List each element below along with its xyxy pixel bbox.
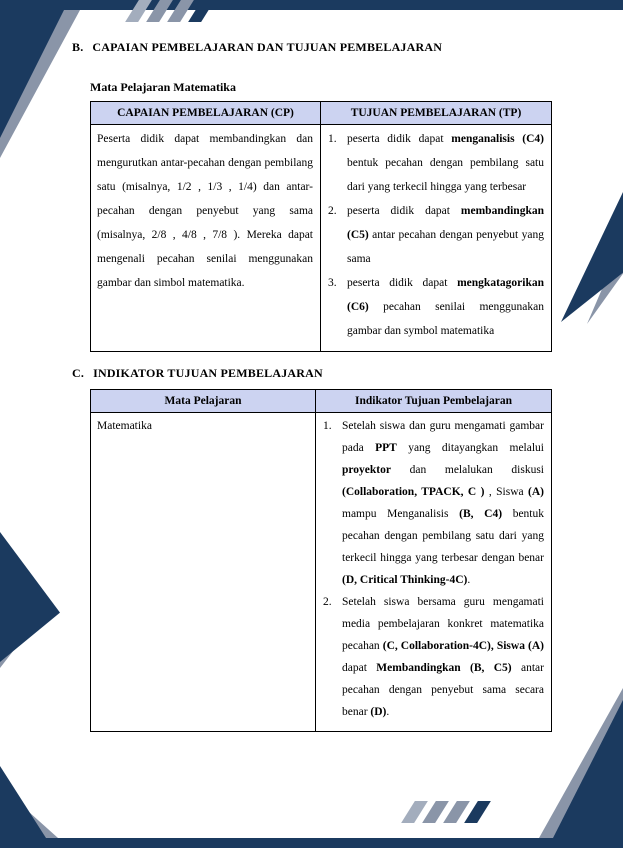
text-segment: mampu Menganalisis <box>342 508 460 520</box>
text-segment: pecahan senilai menggunakan gambar dan symbol matematika <box>347 301 544 337</box>
right-edge-triangle-decoration <box>561 192 623 322</box>
text-segment: membandingkan (C5) <box>347 205 544 241</box>
text-segment: (D) <box>370 706 387 718</box>
text-segment: (Collaboration, TPACK, C ) <box>342 486 485 498</box>
section-b-title: CAPAIAN PEMBELAJARAN DAN TUJUAN PEMBELAJARAN <box>92 40 443 54</box>
cp-cell <box>91 125 321 352</box>
cp-column-header: CAPAIAN PEMBELAJARAN (CP) <box>91 102 321 125</box>
top-stripes-decoration <box>132 0 208 22</box>
text-segment: Membandingkan (B, C5) <box>376 662 512 674</box>
indicator-header-row <box>91 390 552 413</box>
text-segment: antar pecahan dengan penyebut yang sama <box>347 229 544 265</box>
cp-tp-table <box>90 101 552 352</box>
tp-cell <box>321 125 552 352</box>
bottom-stripes-decoration <box>408 801 484 823</box>
text-segment: proyektor <box>342 464 391 476</box>
indicator-list-item <box>322 591 544 723</box>
left-edge-triangle-decoration <box>0 532 60 662</box>
page-content <box>72 40 554 732</box>
tp-list-item <box>327 199 544 271</box>
stripe-decoration <box>464 801 491 823</box>
text-segment: antar pecahan dengan penyebut sama secara benar <box>342 662 544 718</box>
text-segment: mengkatagorikan (C6) <box>347 277 544 313</box>
indicator-cell <box>316 413 552 732</box>
text-segment: Setelah siswa dan guru mengamati gambar pada <box>342 420 544 454</box>
text-segment: menganalisis (C4) <box>451 133 544 145</box>
text-segment: . <box>386 706 390 718</box>
text-segment: . <box>467 574 471 586</box>
text-segment: PPT <box>375 442 397 454</box>
cp-tp-header-row <box>91 102 552 125</box>
text-segment: (B, C4) <box>459 508 503 520</box>
text-segment: peserta didik dapat <box>347 133 452 145</box>
text-segment: bentuk pecahan dengan pembilang satu dari yang terkecil hingga yang terbesar dengan benar <box>342 508 544 564</box>
cp-tp-body-row <box>91 125 552 352</box>
text-segment: (C, Collaboration-4C), Siswa (A) <box>382 640 544 652</box>
subject-column-header: Mata Pelajaran <box>91 390 316 413</box>
bottom-left-corner-triangle-decoration <box>0 766 46 838</box>
section-b-label: B. <box>72 40 84 54</box>
text-segment: dan melalukan diskusi <box>390 464 544 476</box>
indicator-list <box>322 415 544 723</box>
text-segment: (D, Critical Thinking-4C) <box>342 574 468 586</box>
indicator-body-row <box>91 413 552 732</box>
text-segment: dapat <box>342 662 377 674</box>
top-border-bar-decoration <box>0 0 623 10</box>
section-c-label: C. <box>72 366 85 380</box>
text-segment: Setelah siswa bersama guru mengamati media pembelajaran konkret matematika pecahan <box>342 596 544 652</box>
subject-cell <box>91 413 316 732</box>
stripe-decoration <box>188 0 215 22</box>
tp-list <box>327 127 544 343</box>
text-segment: bentuk pecahan dengan pembilang satu dari yang terkecil hingga yang terbesar <box>347 157 544 193</box>
text-segment: (A) <box>528 486 544 498</box>
section-c-heading <box>72 366 554 381</box>
subject-name: Matematika <box>97 420 152 432</box>
tp-column-header: TUJUAN PEMBELAJARAN (TP) <box>321 102 552 125</box>
text-segment: peserta didik dapat <box>347 205 461 217</box>
text-segment: , Siswa <box>484 486 529 498</box>
indicator-table <box>90 389 552 732</box>
text-segment: peserta didik dapat <box>347 277 458 289</box>
bottom-border-bar-decoration <box>0 838 623 848</box>
subject-subtitle: Mata Pelajaran Matematika <box>90 80 236 94</box>
cp-paragraph: Peserta didik dapat membandingkan dan mengurutkan antar-pecahan dengan pembilang satu (misalnya, 1/2 , 1/3 , 1/4) dan antar-pecahan dengan penyebut yang sama (misalnya, 2/8 , 4/8 , 7/8 ). Mereka dapat mengenali pecahan senilai menggunakan gambar dan simbol matematika. <box>97 133 313 289</box>
text-segment: yang ditayangkan melalui <box>396 442 544 454</box>
tp-list-item <box>327 127 544 199</box>
indicator-column-header: Indikator Tujuan Pembelajaran <box>316 390 552 413</box>
tp-list-item <box>327 271 544 343</box>
section-c-title: INDIKATOR TUJUAN PEMBELAJARAN <box>93 366 323 380</box>
indicator-list-item <box>322 415 544 591</box>
section-b-heading <box>72 40 554 55</box>
